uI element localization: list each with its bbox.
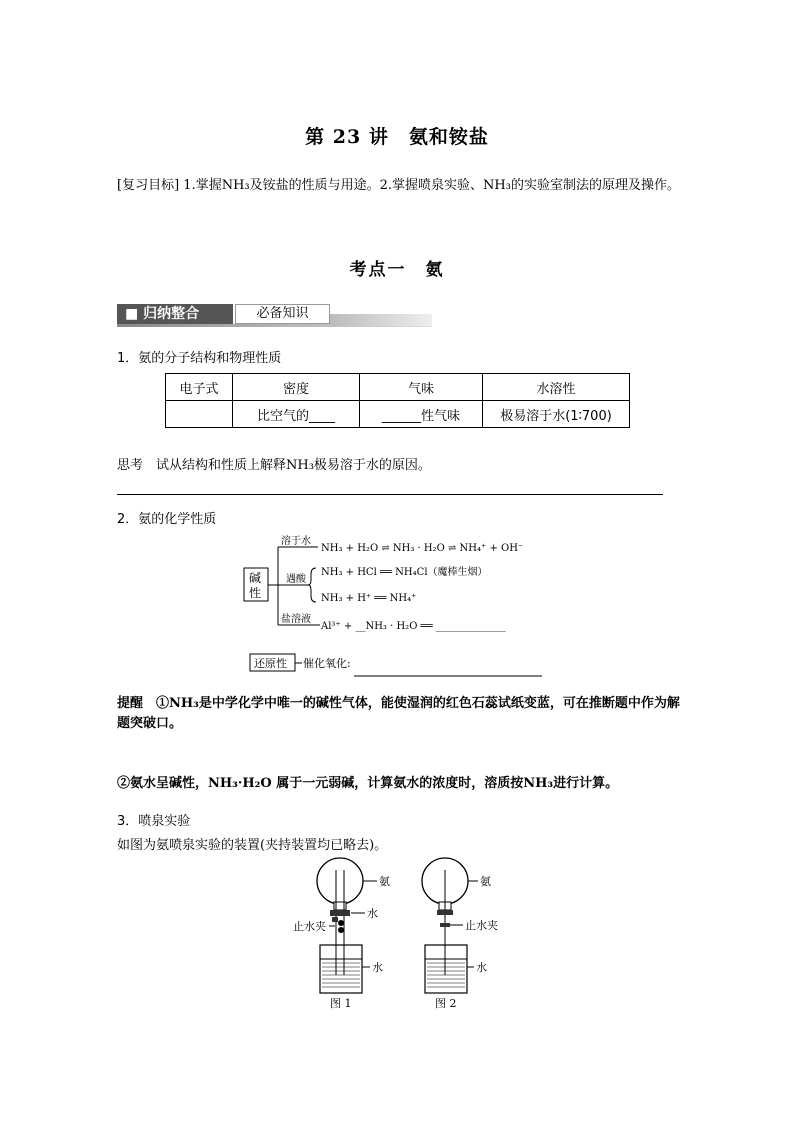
catalytic-label: 催化氧化:	[303, 657, 351, 670]
table-cell: 比空气的____	[233, 401, 360, 428]
table-cell	[166, 401, 233, 428]
fig1-ammonia: 氨	[379, 875, 390, 888]
review-goals	[117, 173, 682, 198]
basic-label-1: 碱	[249, 571, 262, 585]
properties-table	[165, 373, 630, 428]
section-band	[117, 304, 432, 326]
chemical-diagram	[240, 530, 560, 685]
section-title: 考点一 氨	[349, 260, 445, 280]
branch-acid: 遇酸	[286, 574, 306, 585]
answer-line	[117, 494, 663, 495]
table-cell: ______性气味	[360, 401, 483, 428]
heading-fountain: 3．喷泉实验	[117, 814, 191, 829]
figure-caption: 如图为氨喷泉实验的装置(夹持装置均已略去)。	[117, 838, 388, 853]
fig1-clamp: 止水夹	[293, 920, 326, 933]
fig1-water-beaker: 水	[372, 961, 383, 974]
band-main-label: ■ 归纳整合	[117, 304, 233, 324]
thinking-question: 思考 试从结构和性质上解释NH₃极易溶于水的原因。	[117, 458, 431, 473]
band-fade	[330, 314, 432, 326]
table-header: 气味	[360, 374, 483, 401]
branch-water: 溶于水	[281, 536, 311, 547]
eq-acid-2: NH₃ + H⁺ ══ NH₄⁺	[321, 593, 417, 604]
eq-water: NH₃ + H₂O ⇌ NH₃ · H₂O ⇌ NH₄⁺ + OH⁻	[321, 543, 524, 554]
review-text: 1.掌握NH₃及铵盐的性质与用途。2.掌握喷泉实验、NH₃的实验室制法的原理及操作。	[183, 178, 680, 193]
band-sub-label: 必备知识	[235, 304, 330, 324]
fig2-label: 图 2	[435, 997, 457, 1010]
stopper-1	[330, 910, 350, 916]
tip-paragraph-2: ②氨水呈碱性，NH₃·H₂O 属于一元弱碱，计算氨水的浓度时，溶质按NH₃进行计算。	[117, 776, 619, 791]
heading-structure: 1．氨的分子结构和物理性质	[117, 351, 282, 366]
table-header: 密度	[233, 374, 360, 401]
reducing-label: 还原性	[254, 657, 287, 670]
flask-1	[317, 858, 363, 904]
branch-salt: 盐溶液	[281, 614, 311, 625]
beaker-1	[320, 945, 362, 993]
beaker-2	[425, 945, 467, 993]
review-tag: [复习目标]	[117, 178, 180, 193]
basic-label-2: 性	[249, 586, 262, 600]
fig2-water-beaker: 水	[476, 961, 487, 974]
tip-paragraph-1: 提醒 ①NH₃是中学化学中唯一的碱性气体，能使湿润的红色石蕊试纸变蓝，可在推断题中作为解题突破口。	[117, 696, 680, 731]
fig1-label: 图 1	[330, 997, 352, 1010]
table-header: 电子式	[166, 374, 233, 401]
fountain-apparatus-figure	[285, 855, 515, 1010]
eq-acid-1: NH₃ + HCl ══ NH₄Cl（魔棒生烟）	[321, 567, 488, 578]
fig1-water-top: 水	[367, 907, 378, 920]
table-header-row	[166, 374, 630, 401]
eq-salt: Al³⁺ + __NH₃ · H₂O ══ ______________	[321, 621, 506, 632]
heading-chemical: 2．氨的化学性质	[117, 512, 217, 527]
table-cell: 极易溶于水(1∶700)	[483, 401, 630, 428]
page-title: 第 23 讲 氨和铵盐	[305, 126, 489, 148]
table-row	[166, 401, 630, 428]
fig2-clamp: 止水夹	[465, 919, 498, 932]
table-header: 水溶性	[483, 374, 630, 401]
stopper-2	[437, 910, 453, 915]
fig2-ammonia: 氨	[480, 875, 491, 888]
